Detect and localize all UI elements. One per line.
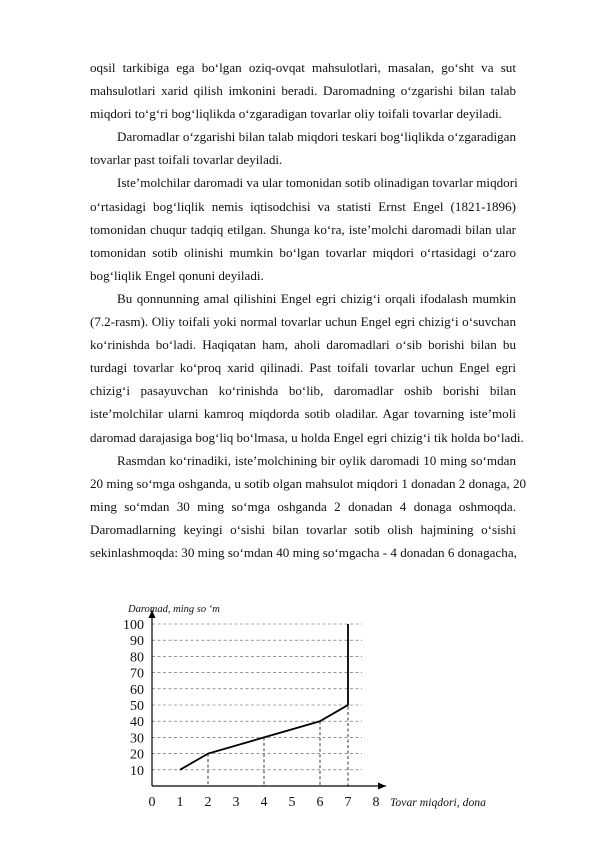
x-tick-label: 1 [176, 795, 184, 810]
engel-curve-line [180, 624, 348, 770]
text-line: Rasmdan ko‘rinadiki, iste’molchining bir oylik daromadi 10 ming so‘mdan [117, 452, 516, 468]
text-line: iste’molchilar ularni kamroq miqdorda sotib oladilar. Agar tovarning iste’moli [90, 406, 516, 422]
text-line: sekinlashmoqda: 30 ming so‘mdan 40 ming so‘mgacha - 4 donadan 6 donagacha, [90, 544, 517, 560]
text-line: miqdori to‘g‘ri bog‘liqlikda o‘zgaradigan tovarlar oliy toifali tovarlar deyiladi. [90, 106, 502, 122]
tick-labels [123, 618, 380, 810]
x-tick-label: 6 [316, 795, 324, 810]
text-line: 20 ming so‘mga oshganda, u sotib olgan mahsulot miqdori 1 donadan 2 donaga, 20 [90, 475, 527, 491]
y-tick-label: 50 [130, 699, 144, 714]
y-axis-label: Daromad, ming so ‘m [128, 604, 220, 615]
text-line: tomonidan sotib olinishi mumkin bo‘lgan tovarlar miqdori o‘rtasidagi o‘zaro [90, 244, 516, 260]
y-tick-label: 80 [130, 650, 144, 666]
x-axis-arrow [378, 783, 386, 790]
x-tick-label: 4 [260, 795, 268, 810]
text-line: turdagi tovarlar ko‘proq xarid qilinadi. Past toifali tovarlar uchun Engel egri [90, 360, 516, 376]
text-line: chizig‘i pasayuvchan ko‘rinishda bo‘lib, daromadlar oshib borishi bilan [90, 383, 516, 399]
x-tick-label: 2 [204, 795, 212, 810]
y-tick-label: 40 [130, 715, 144, 731]
text-line: oqsil tarkibiga ega bo‘lgan oziq-ovqat mahsulotlari, masalan, go‘sht va sut [90, 60, 516, 75]
x-tick-label: 3 [232, 795, 240, 810]
y-tick-label: 70 [130, 666, 144, 682]
y-tick-label: 90 [130, 634, 144, 650]
text-line: ko‘rinishda bo‘ladi. Haqiqatan ham, aholi daromadlari o‘sib borishi bilan bu [90, 337, 516, 353]
axes [149, 610, 387, 790]
text-line: Iste’molchilar daromadi va ular tomonidan sotib olinadigan tovarlar miqdori [117, 175, 518, 191]
text-line: (7.2-rasm). Oliy toifali yoki normal tovarlar uchun Engel egri chizig‘i o‘suvchan [90, 314, 516, 330]
grid-lines [152, 624, 362, 770]
text-line: Bu qonnunning amal qilishini Engel egri chizig‘i orqali ifodalash mumkin [117, 290, 516, 306]
text-line: daromad darajasiga bog‘liq bo‘lmasa, u holda Engel egri chizig‘i tik holda bo‘ladi. [90, 429, 524, 445]
text-line: Daromadlar o‘zgarishi bilan talab miqdori teskari bog‘liqlikda o‘zgaradigan [117, 129, 516, 145]
text-line: tovarlar past toifali tovarlar deyiladi. [90, 152, 283, 168]
text-line: bog‘liqlik Engel qonuni deyiladi. [90, 267, 264, 283]
y-tick-label: 10 [130, 763, 144, 779]
x-tick-label: 8 [372, 795, 380, 810]
x-axis-label: Tovar miqdori, dona [390, 795, 486, 809]
series-layer [180, 624, 348, 770]
x-tick-label: 7 [344, 795, 352, 810]
x-tick-label: 5 [288, 795, 296, 810]
text-line: ming so‘mdan 30 ming so‘mga oshganda 2 donadan 4 donaga oshmoqda. [90, 498, 516, 514]
text-line: tomonidan chuqur tadqiq etilgan. Shunga ko‘ra, iste’molchi daromadi bilan ular [90, 221, 516, 237]
y-tick-label: 60 [130, 682, 144, 698]
text-line: o‘rtasidagi bog‘liqlik nemis iqtisodchisi va statisti Ernst Engel (1821-1896) [90, 198, 516, 214]
y-tick-label: 20 [130, 747, 144, 763]
y-tick-label: 30 [130, 731, 144, 747]
text-line: Daromadlarning keyingi o‘sishi bilan tovarlar sotib olish hajmining o‘sishi [90, 521, 516, 537]
y-tick-label: 100 [123, 618, 144, 633]
x-tick-label: 0 [148, 795, 156, 810]
text-line: mahsulotlari xarid qilish imkonini beradi. Daromadning o‘zgarishi bilan talab [90, 83, 516, 99]
